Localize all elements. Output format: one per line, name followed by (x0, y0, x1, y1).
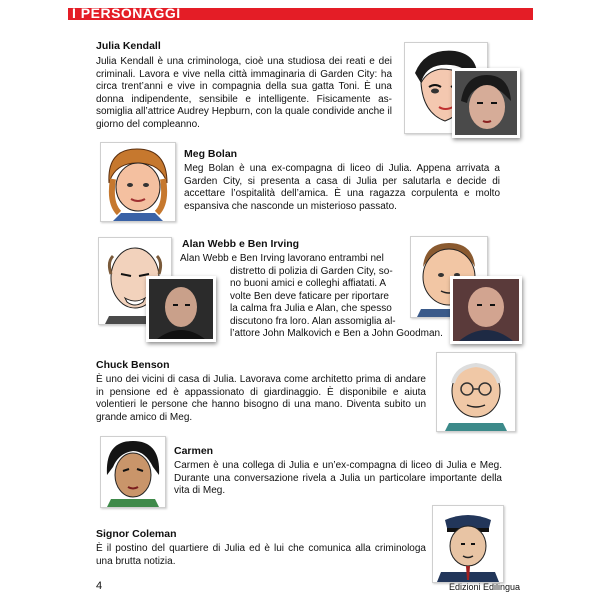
character-text-alan-ben (180, 253, 443, 341)
character-text-coleman: È il postino del quartiere di Julia ed è lui che comunica alla criminologa una brutta notizia. (96, 543, 426, 567)
ben-reference-photo (450, 276, 522, 344)
publisher-name: Edizioni Edilingua (448, 582, 520, 592)
character-text-chuck: È uno dei vicini di casa di Julia. Lavorava come architetto prima di andare in pensione ed è appassionato di giardinaggio. È disponibile e aiuta volentieri le persone che hanno bisogno di una mano. Diventa subito un grande amico di Meg. (96, 374, 426, 423)
section-title: I PERSONAGGI (72, 5, 181, 21)
character-text-carmen: Carmen è una collega di Julia e un’ex-compagna di liceo di Julia e Meg. Durante una conversazione rivela a Julia un particolare importante della vita di Meg. (174, 460, 502, 496)
character-text-julia: Julia Kendall è una criminologa, cioè una studiosa dei reati e dei criminali. Lavora e vive nella città immaginaria di Garden City: ha circa trent’anni e vive in compagnia della sua gatta Toni. È una donna indipendente, sensibile e intelligente. Fisicamente as-somiglia all’attrice Audrey Hepburn, con la quale condivide anche il giorno del compleanno. (96, 56, 392, 130)
text-line: l’attore John Malkovich e Ben a John Goodman. (230, 328, 443, 339)
character-name-meg: Meg Bolan (184, 148, 238, 160)
coleman-comic-portrait (432, 505, 504, 583)
meg-comic-portrait (100, 142, 176, 222)
character-name-alan-ben: Alan Webb e Ben Irving (182, 238, 300, 250)
text-line: distretto di polizia di Garden City, so- (230, 265, 393, 277)
character-name-carmen: Carmen (174, 445, 214, 457)
julia-reference-photo (452, 68, 520, 138)
text-line: no buoni amici e colleghi affiatati. A (230, 278, 387, 289)
character-name-chuck: Chuck Benson (96, 359, 170, 371)
character-text-meg: Meg Bolan è una ex-compagna di liceo di Julia. Appena arrivata a Garden City, si presenta a casa di Julia per salutarla e decide di accettare l’ospitalità dell’amica. È una ragazza corpulenta e molto espansiva che nasconde un misterioso passato. (184, 163, 500, 212)
text-line: volte Ben deve faticare per riportare (230, 290, 389, 302)
chuck-comic-portrait (436, 352, 516, 432)
page-number: 4 (96, 580, 103, 592)
text-line: Alan Webb e Ben Irving lavorano entrambi nel (180, 253, 384, 264)
carmen-comic-portrait (100, 436, 166, 508)
character-name-julia: Julia Kendall (96, 40, 161, 52)
text-line: la calma fra Julia e Alan, che spesso (230, 303, 392, 314)
character-name-coleman: Signor Coleman (96, 528, 177, 540)
text-line: discutono fra loro. Alan assomiglia al- (230, 315, 396, 327)
section-header-bar (68, 5, 533, 21)
